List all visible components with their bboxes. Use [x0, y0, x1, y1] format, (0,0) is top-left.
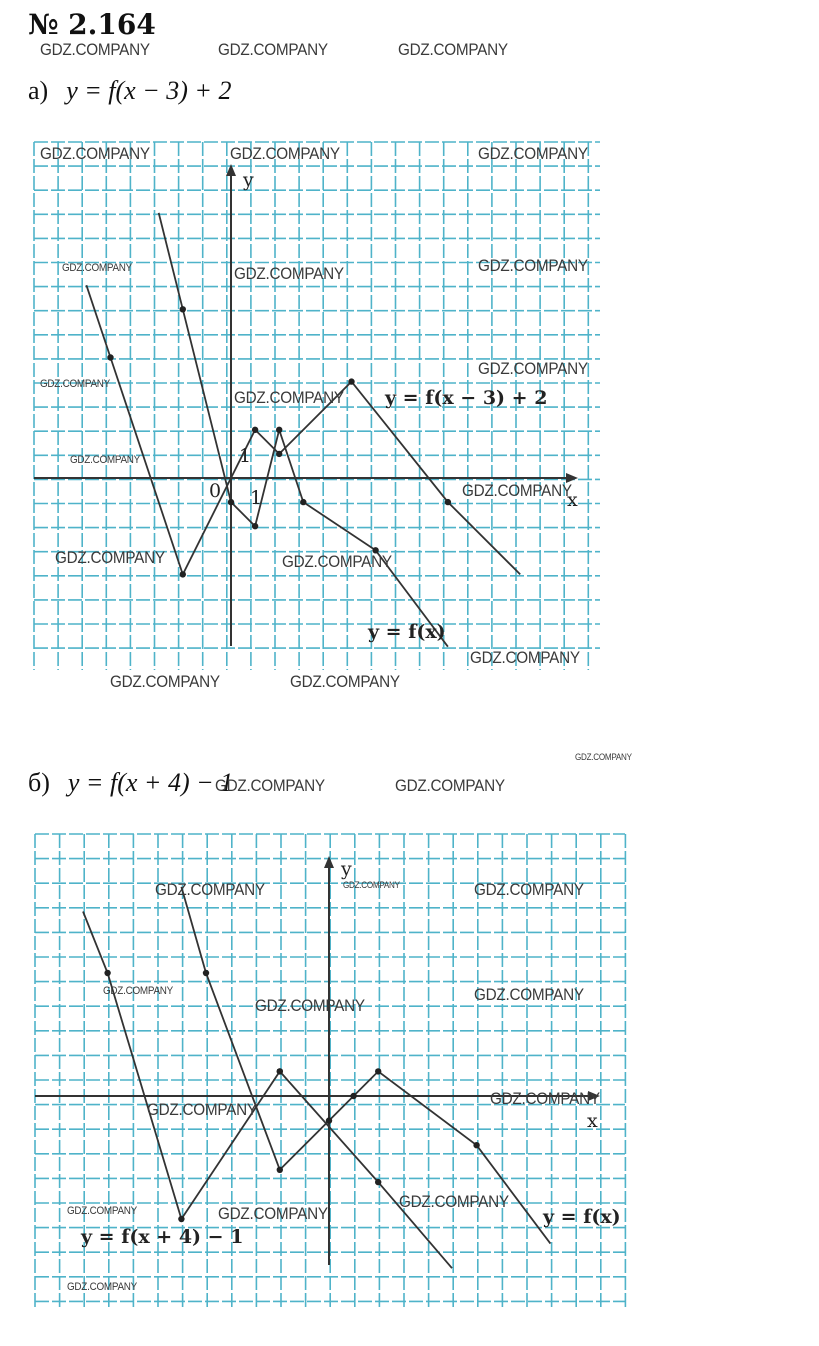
origin-label: 0	[209, 480, 222, 502]
watermark: GDZ.COMPANY	[147, 1100, 257, 1119]
watermark: GDZ.COMPANY	[395, 776, 505, 795]
watermark: GDZ.COMPANY	[478, 256, 588, 275]
problem-number: № 2.164	[28, 8, 156, 41]
watermark: GDZ.COMPANY	[478, 359, 588, 378]
watermark: GDZ.COMPANY	[55, 548, 165, 567]
x-tick-label: 1	[250, 487, 263, 509]
watermark: GDZ.COMPANY	[470, 648, 580, 667]
watermark: GDZ.COMPANY	[155, 880, 265, 899]
curve-label-original: y = f(x)	[543, 1206, 621, 1228]
watermark: GDZ.COMPANY	[40, 40, 150, 59]
data-point	[326, 1117, 332, 1123]
part-a-formula: y = f(x − 3) + 2	[66, 76, 232, 105]
data-point	[375, 1068, 381, 1074]
watermark: GDZ.COMPANY	[70, 454, 141, 466]
watermark: GDZ.COMPANY	[255, 996, 365, 1015]
data-point	[473, 1142, 479, 1148]
watermark: GDZ.COMPANY	[40, 378, 111, 390]
watermark: GDZ.COMPANY	[575, 752, 632, 762]
watermark: GDZ.COMPANY	[478, 144, 588, 163]
data-point	[104, 970, 110, 976]
data-point	[178, 1216, 184, 1222]
data-point	[203, 970, 209, 976]
part-a-label: а)	[28, 76, 49, 105]
watermark: GDZ.COMPANY	[67, 1281, 138, 1293]
watermark: GDZ.COMPANY	[399, 1192, 509, 1211]
watermark: GDZ.COMPANY	[462, 481, 572, 500]
y-tick-label: 1	[239, 445, 252, 467]
watermark: GDZ.COMPANY	[67, 1205, 138, 1217]
watermark: GDZ.COMPANY	[282, 552, 392, 571]
watermark: GDZ.COMPANY	[343, 880, 400, 890]
watermark: GDZ.COMPANY	[218, 40, 328, 59]
y-axis-label: y	[341, 858, 352, 880]
watermark: GDZ.COMPANY	[230, 144, 340, 163]
watermark: GDZ.COMPANY	[40, 144, 150, 163]
data-point	[277, 1068, 283, 1074]
watermark: GDZ.COMPANY	[103, 985, 174, 997]
part-b-formula: y = f(x + 4) − 1	[67, 768, 234, 797]
x-axis-label: x	[567, 489, 578, 511]
watermark: GDZ.COMPANY	[290, 672, 400, 691]
curve-label-original: y = f(x)	[368, 621, 446, 643]
watermark: GDZ.COMPANY	[62, 262, 133, 274]
data-point	[375, 1179, 381, 1185]
watermark: GDZ.COMPANY	[474, 985, 584, 1004]
data-point	[277, 1167, 283, 1173]
watermark: GDZ.COMPANY	[218, 1204, 328, 1223]
watermark: GDZ.COMPANY	[490, 1089, 600, 1108]
curve-original	[181, 887, 550, 1244]
data-point	[350, 1093, 356, 1099]
watermark: GDZ.COMPANY	[234, 388, 344, 407]
part-b-label: б)	[28, 768, 50, 797]
curve-label-shifted: y = f(x − 3) + 2	[385, 387, 548, 409]
watermark: GDZ.COMPANY	[234, 264, 344, 283]
y-axis-label: y	[243, 169, 254, 191]
watermark: GDZ.COMPANY	[110, 672, 220, 691]
x-axis-label: x	[587, 1110, 598, 1132]
watermark: GDZ.COMPANY	[474, 880, 584, 899]
watermark: GDZ.COMPANY	[398, 40, 508, 59]
watermark: GDZ.COMPANY	[215, 776, 325, 795]
curve-label-shifted: y = f(x + 4) − 1	[81, 1226, 244, 1248]
